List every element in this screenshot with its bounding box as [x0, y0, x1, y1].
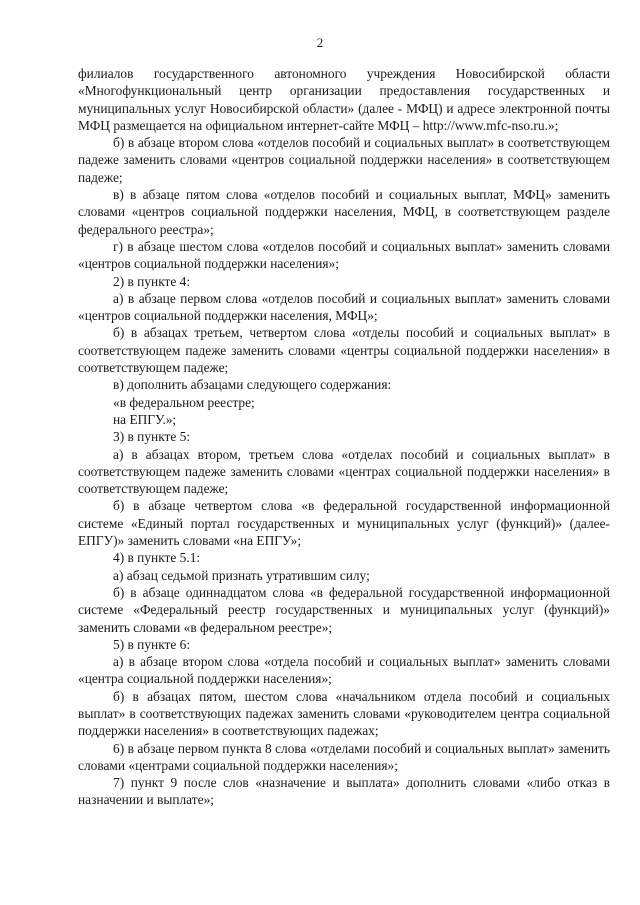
- paragraph-item-2: 2) в пункте 4:: [113, 273, 191, 289]
- paragraph-1g: г) в абзаце шестом слова «отделов пособий и социальных выплат» заменить словами «центров социальной поддержки населения»;: [78, 238, 610, 272]
- paragraph-3b: б) в абзаце четвертом слова «в федеральной государственной информационной системе «Единый портал государственных и муниципальных услуг (функций)» (далее-ЕПГУ)» заменить словами «на ЕПГУ»;: [78, 498, 610, 549]
- paragraph-item-4: 4) в пункте 5.1:: [113, 550, 201, 566]
- paragraph-4a: а) абзац седьмой признать утратившим силу;: [113, 567, 370, 583]
- paragraph-5a: а) в абзаце втором слова «отдела пособий и социальных выплат» заменить словами «центра социальной поддержки населения»;: [78, 654, 610, 687]
- paragraph-1v: в) в абзаце пятом слова «отделов пособий и социальных выплат, МФЦ» заменить словами «центров социальной поддержки населения, МФЦ, в соответствующем разделе федерального реестра»;: [78, 187, 610, 237]
- paragraph-5b: б) в абзацах пятом, шестом слова «начальником отдела пособий и социальных выплат» в соответствующих падежах заменить словами «руководителем центра социальной поддержки населения» в соответствующих падежах;: [78, 688, 610, 739]
- paragraph-4b: б) в абзаце одиннадцатом слова «в федеральной государственной информационной системе «Федеральный реестр государственных и муниципальных услуг (функций)» заменить словами «в федеральном реестре»;: [78, 584, 610, 635]
- paragraph-quote-registry: «в федеральном реестре;: [113, 394, 255, 410]
- paragraph-2a: а) в абзаце первом слова «отделов пособий и социальных выплат» заменить словами «центров социальной поддержки населения, МФЦ»;: [78, 290, 610, 324]
- paragraph-item-6: 6) в абзаце первом пункта 8 слова «отделами пособий и социальных выплат» заменить словами «центрами социальной поддержки населения»;: [78, 740, 610, 773]
- paragraph-3a: а) в абзацах втором, третьем слова «отделах пособий и социальных выплат» в соответствующем падеже заменить словами «центрах социальной поддержки населения» в соответствующем падеже;: [78, 446, 610, 497]
- document-body: [78, 65, 610, 809]
- paragraph-1b: б) в абзаце втором слова «отделов пособий и социальных выплат» в соответствующем падеже заменить словами «центров социальной поддержки населения» в соответствующем падеже;: [78, 135, 610, 185]
- paragraph-quote-epgu: на ЕПГУ.»;: [113, 411, 177, 427]
- paragraph-2b: б) в абзацах третьем, четвертом слова «отделы пособий и социальных выплат» в соответствующем падеже заменить словами «центры социальной поддержки населения» в соответствующем падеже;: [78, 325, 610, 376]
- paragraph-item-3: 3) в пункте 5:: [113, 429, 191, 445]
- paragraph-item-7: 7) пункт 9 после слов «назначение и выплата» дополнить словами «либо отказ в назначении и выплате»;: [78, 775, 610, 808]
- paragraph-continuation: филиалов государственного автономного учреждения Новосибирской области «Многофункциональный центр организации предоставления государственных и муниципальных услуг Новосибирской области» (далее - МФЦ) и адресе электронной почты МФЦ размещается на официальном интернет-сайте МФЦ – http://www.mfc-nso.ru.»;: [78, 66, 610, 133]
- page-number: 2: [316, 35, 324, 50]
- paragraph-item-5: 5) в пункте 6:: [113, 636, 191, 652]
- paragraph-2v: в) дополнить абзацами следующего содержания:: [113, 377, 392, 393]
